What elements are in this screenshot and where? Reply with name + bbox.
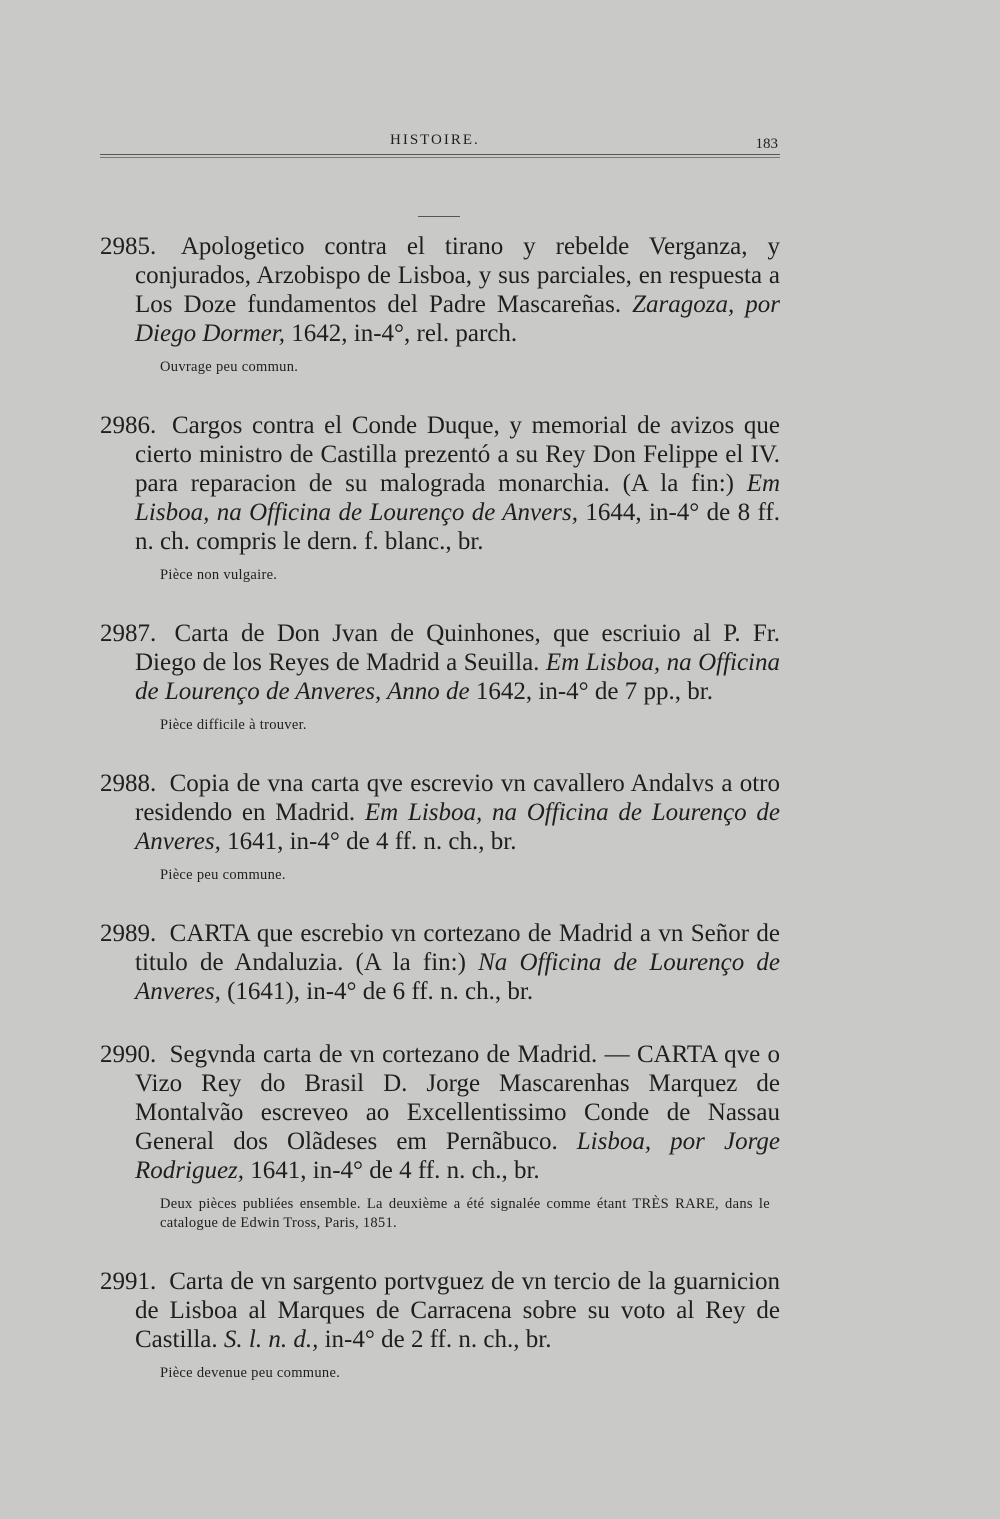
entry-title: Segvnda carta de vn cortezano de Madrid. — CARTA qve o Vizo Rey do Brasil D. Jorge Mascarenhas Marquez de Montalvão escreveo ao Excellentissimo Conde de Nassau General dos Olãdeses em Pernãbuco. [135,1041,781,1155]
running-title: HISTOIRE. [390,132,480,148]
entry-imprint: Lisboa, por Jorge Rodriguez, [135,1128,780,1184]
entry-body [100,411,780,556]
entry-title: Carta de Don Jvan de Quinhones, que escriuio al P. Fr. Diego de los Reyes de Madrid a Seuilla. [135,620,781,676]
entry-body [100,232,780,348]
entry-number: 2987. [100,620,157,647]
entry-note: Ouvrage peu commun. [160,359,299,375]
catalogue-entry [100,769,780,885]
entry-collation: (1641), in-4° de 6 ff. n. ch., br. [227,978,534,1005]
running-head [100,132,780,162]
entry-note: Pièce devenue peu commune. [160,1365,341,1381]
entry-body [100,619,780,706]
entry-title: Carta de vn sargento portvguez de vn tercio de la guarnicion de Lisboa al Marques de Carracena sobre su voto al Rey de Castilla. [135,1268,780,1353]
entry-collation: in-4° de 2 ff. n. ch., br. [324,1326,552,1353]
catalogue-entry [100,232,780,377]
entry-body [100,1267,780,1354]
entry-imprint: Zaragoza, por Diego Dormer, [135,291,781,347]
entry-body [100,1040,780,1185]
entry-imprint: Na Officina de Lourenço de Anveres, [135,949,780,1005]
entry-imprint: Em Lisboa, na Officina de Lourenço de Anveres, [135,799,781,855]
entry-imprint: S. l. n. d., [223,1326,319,1353]
entry-collation: 1644, in-4° de 8 ff. n. ch. compris le dern. f. blanc., br. [135,499,781,555]
catalogue-entry [100,919,780,1006]
entry-body [100,919,780,1006]
entry-imprint: Em Lisboa, na Officina de Lourenço de Anvers, [135,470,781,526]
header-rule [100,154,780,155]
catalogue-entry [100,619,780,735]
entry-collation: 1642, in-4°, rel. parch. [291,320,518,347]
catalogue-entries [100,232,780,1417]
entry-title: Copia de vna carta qve escrevio vn cavallero Andalvs a otro residendo en Madrid. [135,770,780,826]
page-number: 183 [755,136,778,152]
header-rule-double [100,157,780,158]
entry-collation: 1641, in-4° de 4 ff. n. ch., br. [250,1157,540,1184]
entry-imprint: Em Lisboa, na Officina de Lourenço de Anveres, Anno de [135,649,781,705]
catalogue-entry [100,411,780,585]
entry-note: Pièce peu commune. [160,867,286,883]
entry-note: Deux pièces publiées ensemble. La deuxième a été signalée comme étant TRÈS RARE, dans le catalogue de Edwin Tross, Paris, 1851. [160,1196,770,1231]
entry-number: 2991. [100,1268,157,1295]
entry-body [100,769,780,856]
entry-note: Pièce difficile à trouver. [160,717,307,733]
entry-collation: 1641, in-4° de 4 ff. n. ch., br. [227,828,517,855]
entry-title: Cargos contra el Conde Duque, y memorial de avizos que cierto ministro de Castilla prezentó a su Rey Don Felippe el IV. para reparacion de su malograda monarchia. (A la fin:) [135,412,780,497]
catalogue-entry [100,1040,780,1233]
entry-number: 2990. [100,1041,157,1068]
entry-number: 2986. [100,412,157,439]
entry-number: 2989. [100,920,157,947]
entry-title: CARTA que escrebio vn cortezano de Madrid a vn Señor de titulo de Andaluzia. (A la fin:) [135,920,781,976]
entry-title: Apologetico contra el tirano y rebelde Verganza, y conjurados, Arzobispo de Lisboa, y sus parciales, en respuesta a Los Doze fundamentos del Padre Mascareñas. [135,233,780,318]
entry-note: Pièce non vulgaire. [160,567,278,583]
entry-collation: 1642, in-4° de 7 pp., br. [475,678,713,705]
entry-number: 2985. [100,233,157,260]
catalogue-entry [100,1267,780,1383]
entry-number: 2988. [100,770,157,797]
ornament-rule [418,216,460,217]
